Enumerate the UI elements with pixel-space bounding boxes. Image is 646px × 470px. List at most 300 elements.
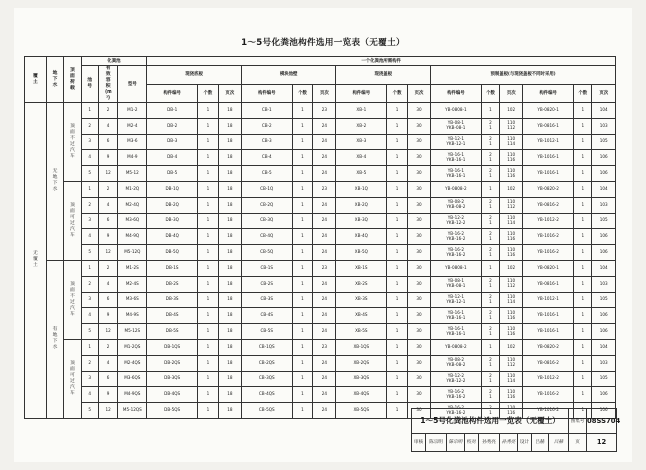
precast-b-count: 1 bbox=[574, 387, 592, 403]
precast-a-code: YB-16-2 YKB-16-2 bbox=[431, 245, 482, 261]
cover-count: 1 bbox=[387, 181, 408, 197]
wall-count: 1 bbox=[292, 324, 313, 340]
precast-b-count: 1 bbox=[574, 166, 592, 182]
precast-b-code: YB-1016-1 bbox=[523, 150, 574, 166]
cover-page: 30 bbox=[407, 166, 430, 182]
precast-b-page: 103 bbox=[592, 118, 616, 134]
header-groundwater: 地下水 bbox=[46, 57, 63, 103]
precast-a-page: 110 114 bbox=[500, 292, 523, 308]
volume: 6 bbox=[98, 213, 118, 229]
cover-page: 30 bbox=[407, 371, 430, 387]
header-code: 构件编号 bbox=[336, 84, 387, 103]
precast-a-code: YB-16-2 YKB-16-2 bbox=[431, 387, 482, 403]
base-page: 18 bbox=[218, 181, 241, 197]
wall-code: CB-5Q bbox=[241, 245, 292, 261]
cover-count: 1 bbox=[387, 339, 408, 355]
cover-count: 1 bbox=[387, 292, 408, 308]
header-fu-tu: 覆土 bbox=[25, 57, 47, 103]
precast-a-code: YB-16-1 YKB-16-1 bbox=[431, 166, 482, 182]
precast-b-code: YB-0816-2 bbox=[523, 355, 574, 371]
top-load-no-vehicles: 顶面不过汽车 bbox=[64, 260, 81, 339]
tank-number: 1 bbox=[81, 181, 98, 197]
checker-signature: 孙秀亮 bbox=[500, 433, 518, 451]
precast-b-code: YB-1016-2 bbox=[523, 403, 574, 419]
model: M1-2QS bbox=[118, 339, 147, 355]
precast-b-count: 1 bbox=[574, 134, 592, 150]
top-load-vehicles: 顶面可过汽车 bbox=[64, 181, 81, 260]
base-count: 1 bbox=[198, 118, 219, 134]
header-tank-no: 池号 bbox=[81, 66, 98, 103]
wall-count: 1 bbox=[292, 355, 313, 371]
precast-b-count: 1 bbox=[574, 150, 592, 166]
precast-a-page: 110 116 bbox=[500, 150, 523, 166]
wall-page: 24 bbox=[313, 387, 336, 403]
wall-count: 1 bbox=[292, 229, 313, 245]
base-code: DB-3 bbox=[147, 134, 198, 150]
base-code: DB-2 bbox=[147, 118, 198, 134]
title-block bbox=[411, 408, 621, 452]
volume: 12 bbox=[98, 245, 118, 261]
table-row bbox=[25, 308, 616, 324]
precast-b-page: 104 bbox=[592, 260, 616, 276]
precast-a-count: 2 1 bbox=[481, 118, 499, 134]
table-row bbox=[25, 371, 616, 387]
precast-b-page: 106 bbox=[592, 229, 616, 245]
base-code: DB-5QS bbox=[147, 403, 198, 419]
table-row bbox=[25, 260, 616, 276]
header-page: 页次 bbox=[313, 84, 336, 103]
base-code: DB-4QS bbox=[147, 387, 198, 403]
cover-count: 1 bbox=[387, 197, 408, 213]
cover-page: 30 bbox=[407, 181, 430, 197]
volume: 4 bbox=[98, 355, 118, 371]
base-count: 1 bbox=[198, 403, 219, 419]
tank-number: 1 bbox=[81, 260, 98, 276]
wall-count: 1 bbox=[292, 134, 313, 150]
volume: 2 bbox=[98, 181, 118, 197]
wall-code: CB-5 bbox=[241, 166, 292, 182]
base-page: 18 bbox=[218, 213, 241, 229]
precast-a-count: 2 1 bbox=[481, 292, 499, 308]
wall-page: 24 bbox=[313, 355, 336, 371]
model: M5-12Q bbox=[118, 245, 147, 261]
wall-count: 1 bbox=[292, 166, 313, 182]
cover-count: 1 bbox=[387, 276, 408, 292]
cover-page: 30 bbox=[407, 387, 430, 403]
wall-page: 24 bbox=[313, 324, 336, 340]
header-volume: 有效容积(m³) bbox=[98, 66, 118, 103]
cover-code: XB-2Q bbox=[336, 197, 387, 213]
precast-b-code: YB-1012-1 bbox=[523, 292, 574, 308]
base-count: 1 bbox=[198, 324, 219, 340]
cover-count: 1 bbox=[387, 229, 408, 245]
cover-page: 30 bbox=[407, 324, 430, 340]
header-count: 个数 bbox=[198, 84, 219, 103]
model: M4-9Q bbox=[118, 229, 147, 245]
wall-page: 23 bbox=[313, 181, 336, 197]
tank-number: 4 bbox=[81, 387, 98, 403]
precast-a-page: 110 116 bbox=[500, 166, 523, 182]
precast-b-page: 105 bbox=[592, 213, 616, 229]
volume: 4 bbox=[98, 197, 118, 213]
base-count: 1 bbox=[198, 166, 219, 182]
precast-a-count: 2 1 bbox=[481, 308, 499, 324]
model: M1-2 bbox=[118, 103, 147, 119]
precast-b-code: YB-1016-2 bbox=[523, 387, 574, 403]
header-model: 型号 bbox=[118, 66, 147, 103]
table-row bbox=[25, 213, 616, 229]
cover-code: XB-5QS bbox=[336, 403, 387, 419]
cover-code: XB-5Q bbox=[336, 245, 387, 261]
base-code: DB-2QS bbox=[147, 355, 198, 371]
base-count: 1 bbox=[198, 355, 219, 371]
cover-page: 30 bbox=[407, 245, 430, 261]
precast-b-count: 1 bbox=[574, 339, 592, 355]
model: M4-9 bbox=[118, 150, 147, 166]
cover-count: 1 bbox=[387, 103, 408, 119]
tank-number: 3 bbox=[81, 213, 98, 229]
page-number: 12 bbox=[587, 433, 617, 451]
cover-code: XB-4 bbox=[336, 150, 387, 166]
precast-a-page: 110 112 bbox=[500, 197, 523, 213]
cover-code: XB-2QS bbox=[336, 355, 387, 371]
header-page: 页次 bbox=[218, 84, 241, 103]
precast-a-code: YB-08-2 YKB-08-2 bbox=[431, 355, 482, 371]
wall-code: CB-4 bbox=[241, 150, 292, 166]
cover-count: 1 bbox=[387, 324, 408, 340]
model: M2-4S bbox=[118, 276, 147, 292]
model: M2-4QS bbox=[118, 355, 147, 371]
cover-code: XB-4S bbox=[336, 308, 387, 324]
atlas-number: 08SS704 bbox=[587, 409, 617, 434]
precast-a-code: YB-12-1 YKB-12-1 bbox=[431, 134, 482, 150]
precast-b-count: 1 bbox=[574, 229, 592, 245]
volume: 4 bbox=[98, 118, 118, 134]
model: M3-6Q bbox=[118, 213, 147, 229]
tank-number: 4 bbox=[81, 229, 98, 245]
cover-count: 1 bbox=[387, 245, 408, 261]
precast-a-count: 2 1 bbox=[481, 166, 499, 182]
top-load-vehicles: 顶面可过汽车 bbox=[64, 339, 81, 418]
design-label: 设计 bbox=[518, 433, 532, 451]
table-row bbox=[25, 150, 616, 166]
cover-page: 30 bbox=[407, 229, 430, 245]
model: M3-6 bbox=[118, 134, 147, 150]
volume: 9 bbox=[98, 308, 118, 324]
cover-count: 1 bbox=[387, 150, 408, 166]
wall-code: CB-4QS bbox=[241, 387, 292, 403]
page-label: 页 bbox=[569, 433, 587, 451]
precast-b-page: 104 bbox=[592, 339, 616, 355]
base-page: 18 bbox=[218, 150, 241, 166]
model: M3-6S bbox=[118, 292, 147, 308]
precast-b-code: YB-1016-1 bbox=[523, 166, 574, 182]
precast-b-page: 104 bbox=[592, 181, 616, 197]
cover-page: 30 bbox=[407, 403, 430, 419]
cover-code: XB-1 bbox=[336, 103, 387, 119]
header-count: 个数 bbox=[574, 84, 592, 103]
base-page: 18 bbox=[218, 134, 241, 150]
tank-number: 5 bbox=[81, 324, 98, 340]
header-page: 页次 bbox=[407, 84, 430, 103]
model: M4-9QS bbox=[118, 387, 147, 403]
checker-name: 孙秀亮 bbox=[479, 433, 500, 451]
precast-a-count: 1 bbox=[481, 339, 499, 355]
wall-page: 24 bbox=[313, 371, 336, 387]
model: M5-12QS bbox=[118, 403, 147, 419]
header-components-per-tank: 一个化粪池所需构件 bbox=[147, 57, 616, 66]
precast-a-count: 2 1 bbox=[481, 387, 499, 403]
volume: 2 bbox=[98, 260, 118, 276]
base-page: 18 bbox=[218, 308, 241, 324]
volume: 12 bbox=[98, 324, 118, 340]
precast-a-count: 2 1 bbox=[481, 245, 499, 261]
header-count: 个数 bbox=[292, 84, 313, 103]
base-code: DB-1QS bbox=[147, 339, 198, 355]
table-row bbox=[25, 197, 616, 213]
precast-b-page: 103 bbox=[592, 276, 616, 292]
volume: 12 bbox=[98, 166, 118, 182]
table-row bbox=[25, 134, 616, 150]
reviewer-name: 陈宗明 bbox=[426, 433, 447, 451]
wall-count: 1 bbox=[292, 308, 313, 324]
precast-b-code: YB-0816-2 bbox=[523, 197, 574, 213]
wall-page: 24 bbox=[313, 229, 336, 245]
review-label: 审核 bbox=[412, 433, 426, 451]
precast-a-page: 110 112 bbox=[500, 118, 523, 134]
base-count: 1 bbox=[198, 276, 219, 292]
cover-code: XB-1QS bbox=[336, 339, 387, 355]
table-row bbox=[25, 166, 616, 182]
table-row bbox=[25, 276, 616, 292]
base-page: 18 bbox=[218, 197, 241, 213]
base-count: 1 bbox=[198, 150, 219, 166]
precast-b-page: 103 bbox=[592, 197, 616, 213]
tank-number: 2 bbox=[81, 197, 98, 213]
base-page: 18 bbox=[218, 339, 241, 355]
precast-a-count: 1 bbox=[481, 260, 499, 276]
base-page: 18 bbox=[218, 387, 241, 403]
cover-code: XB-1Q bbox=[336, 181, 387, 197]
wall-count: 1 bbox=[292, 103, 313, 119]
precast-b-code: YB-1016-1 bbox=[523, 308, 574, 324]
precast-b-count: 1 bbox=[574, 213, 592, 229]
precast-a-count: 1 bbox=[481, 103, 499, 119]
wall-count: 1 bbox=[292, 260, 313, 276]
base-code: DB-2Q bbox=[147, 197, 198, 213]
base-count: 1 bbox=[198, 292, 219, 308]
cover-code: XB-2 bbox=[336, 118, 387, 134]
precast-a-code: YB-08-1 YKB-08-1 bbox=[431, 276, 482, 292]
wall-code: CB-1QS bbox=[241, 339, 292, 355]
precast-b-count: 1 bbox=[574, 324, 592, 340]
precast-b-count: 1 bbox=[574, 260, 592, 276]
no-groundwater-label: 无地下水 bbox=[46, 103, 63, 261]
table-row bbox=[25, 387, 616, 403]
precast-b-page: 106 bbox=[592, 308, 616, 324]
cover-page: 30 bbox=[407, 118, 430, 134]
precast-b-page: 106 bbox=[592, 324, 616, 340]
precast-a-page: 110 112 bbox=[500, 355, 523, 371]
wall-page: 24 bbox=[313, 213, 336, 229]
precast-a-count: 2 1 bbox=[481, 134, 499, 150]
check-label: 校对 bbox=[465, 433, 479, 451]
wall-count: 1 bbox=[292, 403, 313, 419]
model: M1-2S bbox=[118, 260, 147, 276]
precast-b-code: YB-1016-1 bbox=[523, 324, 574, 340]
table-row bbox=[25, 118, 616, 134]
wall-count: 1 bbox=[292, 276, 313, 292]
precast-a-count: 2 1 bbox=[481, 213, 499, 229]
precast-b-code: YB-1012-1 bbox=[523, 134, 574, 150]
model: M2-4 bbox=[118, 118, 147, 134]
precast-a-page: 110 112 bbox=[500, 276, 523, 292]
wall-code: CB-5QS bbox=[241, 403, 292, 419]
header-page: 页次 bbox=[592, 84, 616, 103]
designer-signature: 吕赫 bbox=[549, 433, 569, 451]
reviewer-signature: 陈宗明 bbox=[447, 433, 465, 451]
wall-count: 1 bbox=[292, 118, 313, 134]
wall-code: CB-2 bbox=[241, 118, 292, 134]
wall-page: 24 bbox=[313, 308, 336, 324]
precast-a-count: 2 1 bbox=[481, 403, 499, 419]
cover-code: XB-4Q bbox=[336, 229, 387, 245]
tank-number: 3 bbox=[81, 134, 98, 150]
fu-tu-label: 无覆土 bbox=[25, 103, 47, 419]
base-count: 1 bbox=[198, 197, 219, 213]
precast-b-code: YB-1012-2 bbox=[523, 371, 574, 387]
precast-a-count: 2 1 bbox=[481, 355, 499, 371]
table-row bbox=[25, 355, 616, 371]
wall-page: 23 bbox=[313, 260, 336, 276]
header-code: 构件编号 bbox=[523, 84, 574, 103]
precast-a-page: 110 114 bbox=[500, 213, 523, 229]
precast-b-count: 1 bbox=[574, 355, 592, 371]
header-count: 个数 bbox=[387, 84, 408, 103]
base-page: 18 bbox=[218, 292, 241, 308]
table-row bbox=[25, 324, 616, 340]
wall-count: 1 bbox=[292, 181, 313, 197]
base-code: DB-4Q bbox=[147, 229, 198, 245]
precast-b-count: 1 bbox=[574, 371, 592, 387]
cover-count: 1 bbox=[387, 308, 408, 324]
volume: 6 bbox=[98, 371, 118, 387]
precast-a-page: 110 114 bbox=[500, 371, 523, 387]
header-code: 构件编号 bbox=[431, 84, 482, 103]
precast-a-code: YB-16-2 YKB-16-2 bbox=[431, 229, 482, 245]
tank-number: 3 bbox=[81, 371, 98, 387]
volume: 9 bbox=[98, 229, 118, 245]
cover-page: 30 bbox=[407, 213, 430, 229]
base-page: 18 bbox=[218, 260, 241, 276]
precast-a-code: YB-16-2 YKB-16-2 bbox=[431, 403, 482, 419]
cover-count: 1 bbox=[387, 355, 408, 371]
precast-b-page: 106 bbox=[592, 166, 616, 182]
wall-code: CB-5S bbox=[241, 324, 292, 340]
base-code: DB-5S bbox=[147, 324, 198, 340]
wall-count: 1 bbox=[292, 245, 313, 261]
model: M3-6QS bbox=[118, 371, 147, 387]
precast-b-count: 1 bbox=[574, 276, 592, 292]
table-row bbox=[25, 103, 616, 119]
precast-a-count: 2 1 bbox=[481, 371, 499, 387]
base-code: DB-1Q bbox=[147, 181, 198, 197]
base-code: DB-4S bbox=[147, 308, 198, 324]
base-count: 1 bbox=[198, 339, 219, 355]
precast-a-count: 2 1 bbox=[481, 197, 499, 213]
wall-code: CB-2Q bbox=[241, 197, 292, 213]
table-row bbox=[25, 339, 616, 355]
cover-page: 30 bbox=[407, 355, 430, 371]
wall-count: 1 bbox=[292, 387, 313, 403]
base-count: 1 bbox=[198, 308, 219, 324]
wall-count: 1 bbox=[292, 292, 313, 308]
precast-a-code: YB-12-2 YKB-12-2 bbox=[431, 213, 482, 229]
base-page: 18 bbox=[218, 245, 241, 261]
precast-a-code: YB-08-1 YKB-08-1 bbox=[431, 118, 482, 134]
precast-b-page: 106 bbox=[592, 150, 616, 166]
cover-count: 1 bbox=[387, 260, 408, 276]
wall-count: 1 bbox=[292, 197, 313, 213]
precast-b-page: 105 bbox=[592, 134, 616, 150]
title-block-name: 1～5号化粪池构件选用一览表（无覆土） bbox=[412, 409, 569, 434]
wall-count: 1 bbox=[292, 150, 313, 166]
precast-a-code: YB-12-1 YKB-12-1 bbox=[431, 292, 482, 308]
wall-count: 1 bbox=[292, 371, 313, 387]
header-top-load: 顶面荷载 bbox=[64, 57, 81, 103]
precast-b-page: 103 bbox=[592, 355, 616, 371]
wall-page: 24 bbox=[313, 150, 336, 166]
base-code: DB-5Q bbox=[147, 245, 198, 261]
precast-a-code: YB-16-1 YKB-16-1 bbox=[431, 308, 482, 324]
precast-b-code: YB-0816-1 bbox=[523, 118, 574, 134]
cover-code: XB-3Q bbox=[336, 213, 387, 229]
precast-a-code: YB-0808-1 bbox=[431, 260, 482, 276]
precast-a-page: 110 116 bbox=[500, 229, 523, 245]
precast-b-page: 105 bbox=[592, 292, 616, 308]
precast-a-page: 102 bbox=[500, 181, 523, 197]
precast-a-page: 110 116 bbox=[500, 308, 523, 324]
tank-number: 2 bbox=[81, 118, 98, 134]
volume: 4 bbox=[98, 276, 118, 292]
tank-number: 5 bbox=[81, 166, 98, 182]
header-precast-cover: 预制盖板(与现浇盖板不同时采用) bbox=[431, 66, 616, 85]
tank-number: 5 bbox=[81, 245, 98, 261]
wall-page: 24 bbox=[313, 134, 336, 150]
cover-count: 1 bbox=[387, 403, 408, 419]
base-page: 18 bbox=[218, 103, 241, 119]
wall-code: CB-2S bbox=[241, 276, 292, 292]
base-count: 1 bbox=[198, 103, 219, 119]
cover-count: 1 bbox=[387, 166, 408, 182]
precast-a-page: 110 114 bbox=[500, 134, 523, 150]
wall-page: 24 bbox=[313, 197, 336, 213]
wall-code: CB-3 bbox=[241, 134, 292, 150]
tank-number: 1 bbox=[81, 339, 98, 355]
header-page: 页次 bbox=[500, 84, 523, 103]
atlas-number-label: 图集号 bbox=[569, 409, 587, 434]
wall-code: CB-4Q bbox=[241, 229, 292, 245]
base-count: 1 bbox=[198, 245, 219, 261]
precast-b-code: YB-1012-2 bbox=[523, 213, 574, 229]
cover-page: 30 bbox=[407, 103, 430, 119]
cover-count: 1 bbox=[387, 134, 408, 150]
cover-count: 1 bbox=[387, 118, 408, 134]
wall-count: 1 bbox=[292, 339, 313, 355]
precast-a-page: 102 bbox=[500, 260, 523, 276]
base-page: 18 bbox=[218, 229, 241, 245]
table-row bbox=[25, 181, 616, 197]
